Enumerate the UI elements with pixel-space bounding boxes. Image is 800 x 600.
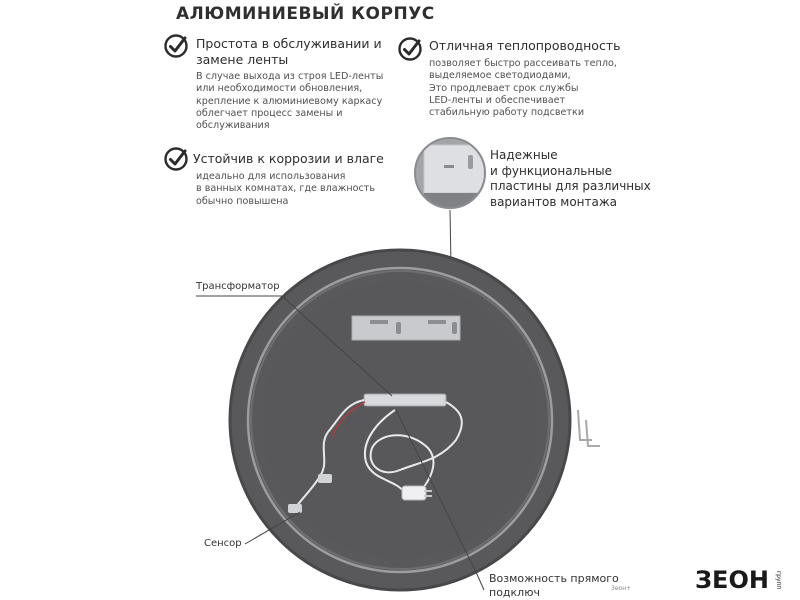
small-brand-mark: Зеон+ [611, 585, 632, 592]
sensor-callout: Сенсор [204, 538, 242, 549]
feature-title: Устойчив к коррозии и влаге [193, 151, 384, 166]
brand-sub: групп [775, 571, 782, 590]
feature-description: идеально для использования в ванных комнатах, где влажность обычно повышена [196, 171, 375, 207]
transformer-callout: Трансформатор [196, 281, 280, 292]
page-title: АЛЮМИНИЕВЫЙ КОРПУС [176, 4, 435, 24]
sensor-connector [288, 504, 302, 513]
plug [402, 486, 426, 500]
feature-title: Отличная теплопроводность [429, 38, 621, 53]
zeon-logo [693, 563, 783, 593]
feature-description: В случае выхода из строя LED-ленты или необходимости обновления, крепление к алюминиевому каркасу облегчает процесс замены и обслуживания [196, 71, 384, 132]
mounting-plate [352, 316, 460, 340]
feature-title: Простота в обслуживании и замене ленты [196, 36, 382, 67]
bracket-label: Надежные и функциональные пластины для различных вариантов монтажа [490, 148, 651, 209]
feature-description: позволяет быстро рассеивать тепло, выделяемое светодиодами, Это продлевает срок службы LED-ленты и обеспечивает стабильную работу подсветки [429, 58, 617, 119]
transformer-unit [364, 394, 446, 406]
direct-connection-callout: Возможность прямого подключ [489, 572, 619, 599]
brand-name: ЗЕОН [695, 566, 769, 593]
connector [318, 474, 332, 483]
